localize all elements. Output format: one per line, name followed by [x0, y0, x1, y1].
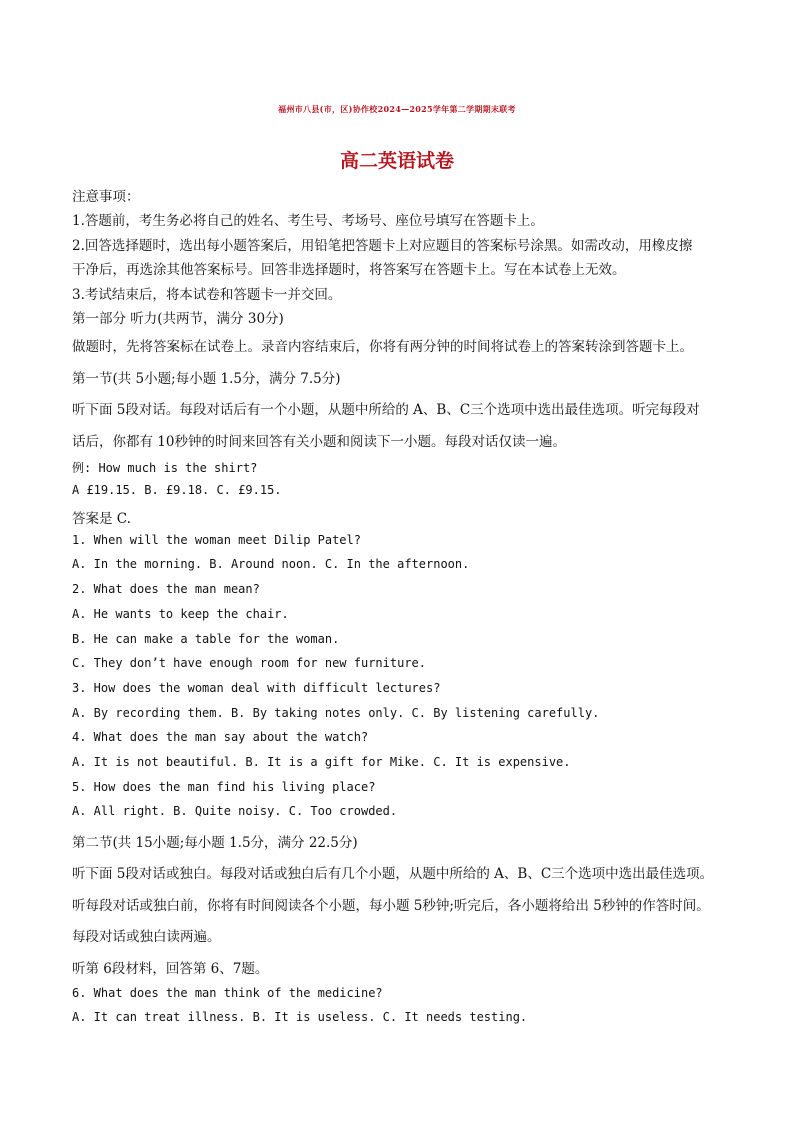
- notice-heading: 注意事项：: [72, 189, 140, 205]
- question-1: 1. When will the woman meet Dilip Patel?: [72, 533, 361, 547]
- notice-item-2-line-1: 2.回答选择题时，选出每小题答案后，用铅笔把答题卡上对应题目的答案标号涂黑。如需改动，用橡皮擦: [72, 238, 693, 254]
- question-2-option-c: C. They don’t have enough room for new furniture.: [72, 656, 427, 670]
- notice-item-1: 1.答题前，考生务必将自己的姓名、考生号、考场号、座位号填写在答题卡上。: [72, 213, 544, 229]
- example-question: 例: How much is the shirt?: [72, 461, 258, 475]
- notice-item-2-line-2: 干净后，再选涂其他答案标号。回答非选择题时，将答案写在答题卡上。写在本试卷上无效。: [72, 262, 626, 278]
- question-1-options: A. In the morning. B. Around noon. C. In the afternoon.: [72, 557, 470, 571]
- question-2-option-a: A. He wants to keep the chair.: [72, 607, 289, 621]
- section2-instruction-line-1: 听下面 5段对话或独白。每段对话或独白后有几个小题，从题中所给的 A、B、C三个选项中选出最佳选项。: [72, 866, 714, 882]
- question-6: 6. What does the man think of the medicine?: [72, 986, 383, 1000]
- section2-heading: 第二节(共 15小题;每小题 1.5分，满分 22.5分): [72, 835, 358, 851]
- question-3: 3. How does the woman deal with difficult lectures?: [72, 681, 441, 695]
- section2-instruction-line-2: 听每段对话或独白前，你将有时间阅读各个小题，每小题 5秒钟;听完后，各小题将给出 5秒钟的作答时间。: [72, 898, 710, 914]
- question-2: 2. What does the man mean?: [72, 582, 260, 596]
- question-2-option-b: B. He can make a table for the woman.: [72, 632, 340, 646]
- part1-heading: 第一部分 听力(共两节，满分 30分): [72, 311, 284, 327]
- material-6-heading: 听第 6段材料，回答第 6、7题。: [72, 961, 269, 977]
- question-5-options: A. All right. B. Quite noisy. C. Too crowded.: [72, 804, 398, 818]
- question-6-options: A. It can treat illness. B. It is useless. C. It needs testing.: [72, 1010, 528, 1024]
- example-options: A £19.15. B. £9.18. C. £9.15.: [72, 483, 282, 497]
- section1-instruction-line-2: 话后，你都有 10秒钟的时间来回答有关小题和阅读下一小题。每段对话仅读一遍。: [72, 434, 566, 450]
- exam-title: 福州市八县(市，区)协作校2024—2025学年第二学期期末联考: [278, 104, 516, 114]
- question-3-options: A. By recording them. B. By taking notes only. C. By listening carefully.: [72, 706, 600, 720]
- exam-subtitle: 高二英语试卷: [339, 150, 454, 172]
- section1-instruction-line-1: 听下面 5段对话。每段对话后有一个小题，从题中所给的 A、B、C三个选项中选出最佳选项。听完每段对: [72, 402, 700, 418]
- question-4-options: A. It is not beautiful. B. It is a gift for Mike. C. It is expensive.: [72, 755, 571, 769]
- question-4: 4. What does the man say about the watch?: [72, 730, 369, 744]
- notice-item-3: 3.考试结束后，将本试卷和答题卡一并交回。: [72, 287, 342, 303]
- part1-instruction: 做题时，先将答案标在试卷上。录音内容结束后，你将有两分钟的时间将试卷上的答案转涂到答题卡上。: [72, 339, 693, 355]
- question-5: 5. How does the man find his living place?: [72, 780, 376, 794]
- example-answer: 答案是 C.: [72, 511, 131, 527]
- section2-instruction-line-3: 每段对话或独白读两遍。: [72, 929, 221, 945]
- section1-heading: 第一节(共 5小题;每小题 1.5分，满分 7.5分): [72, 371, 341, 387]
